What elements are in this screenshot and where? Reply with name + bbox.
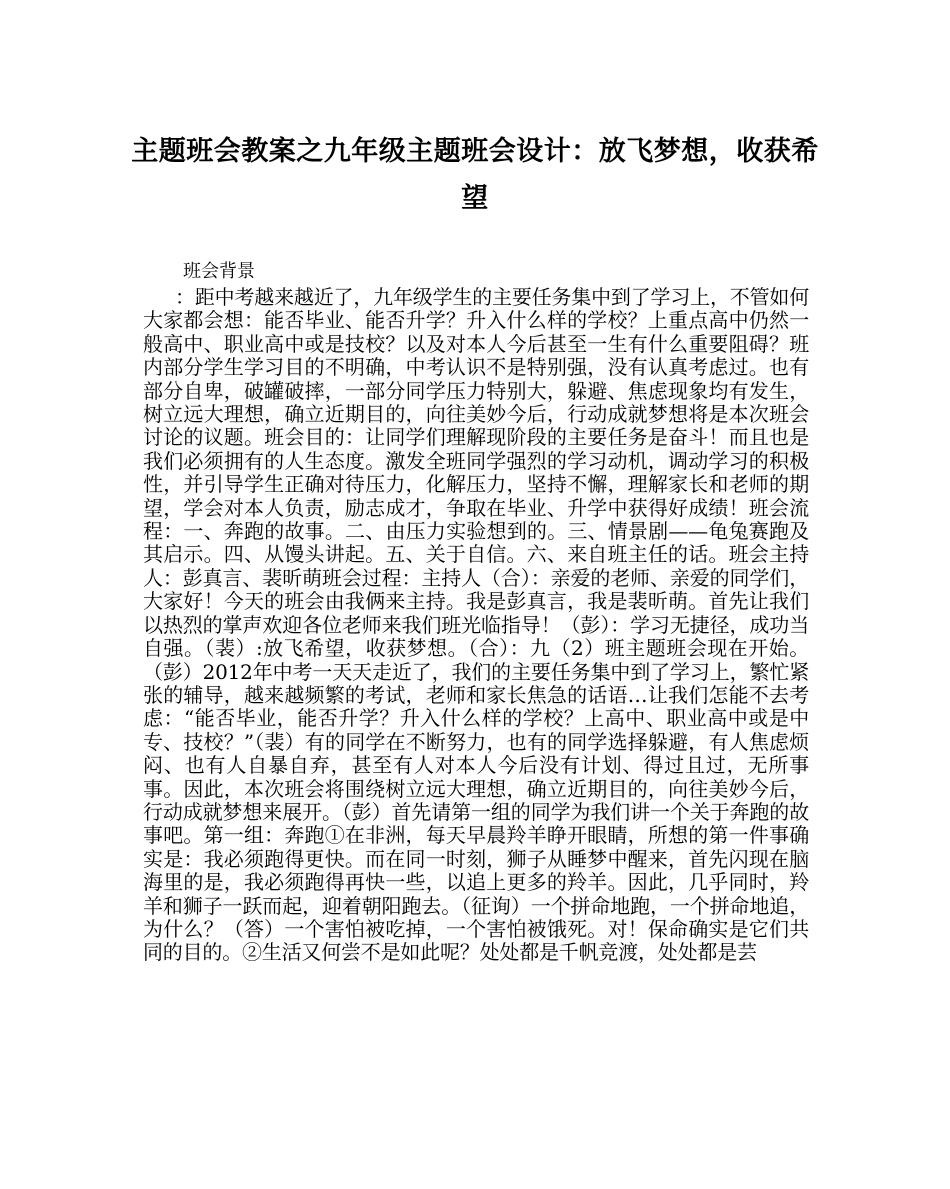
section-label: 班会背景 (183, 261, 255, 282)
document-title: 主题班会教案之九年级主题班会设计：放飞梦想，收获希望 (131, 136, 819, 214)
body-paragraph: ：距中考越来越近了，九年级学生的主要任务集中到了学习上，不管如何大家都会想：能否毕业、能否升学？升入什么样的学校？上重点高中仍然一般高中、职业高中或是技校？以及对本人今后甚至一生有什么重要阻碍？班内部分学生学习目的不明确，中考认识不是特别强，没有认真考虑过。也有部分自卑，破罐破摔，一部分同学压力特别大，躲避、焦虑现象均有发生，树立远大理想，确立近期目的，向往美妙今后，行动成就梦想将是本次班会讨论的议题。班会目的：让同学们理解现阶段的主要任务是奋斗！而且也是我们必须拥有的人生态度。激发全班同学强烈的学习动机，调动学习的积极性，并引导学生正确对待压力，化解压力，坚持不懈，理解家长和老师的期望，学会对本人负责，励志成才，争取在毕业、升学中获得好成绩！班会流程：一、奔跑的故事。二、由压力实验想到的。三、情景剧——龟兔赛跑及其启示。四、从馒头讲起。五、关于自信。六、来自班主任的话。班会主持人：彭真言、裴昕萌班会过程：主持人（合）：亲爱的老师、亲爱的同学们，大家好！今天的班会由我俩来主持。我是彭真言，我是裴昕萌。首先让我们以热烈的掌声欢迎各位老师来我们班光临指导！（彭）：学习无捷径，成功当自强。（裴）:放飞希望，收获梦想。（合）：九（2）班主题班会现在开始。（彭）2012年中考一天天走近了，我们的主要任务集中到了学习上，繁忙紧张的辅导，越来越频繁的考试，老师和家长焦急的话语…让我们怎能不去考虑：“能否毕业，能否升学？升入什么样的学校？上高中、职业高中或是中专、技校？”（裴）有的同学在不断努力，也有的同学选择躲避，有人焦虑烦闷、也有人自暴自弃，甚至有人对本人今后没有计划、得过且过，无所事事。因此，本次班会将围绕树立远大理想，确立近期目的，向往美妙今后，行动成就梦想来展开。（彭）首先请第一组的同学为我们讲一个关于奔跑的故事吧。第一组：奔跑①在非洲，每天早晨羚羊睁开眼睛，所想的第一件事确实是：我必须跑得更快。而在同一时刻，狮子从睡梦中醒来，首先闪现在脑海里的是，我必须跑得再快一些，以追上更多的羚羊。因此，几乎同时，羚羊和狮子一跃而起，迎着朝阳跑去。（征询）一个拼命地跑，一个拼命地追，为什么？（答）一个害怕被吃掉，一个害怕被饿死。对！保命确实是它们共同的目的。②生活又何尝不是如此呢？处处都是千帆竞渡，处处都是芸 (143, 285, 809, 965)
